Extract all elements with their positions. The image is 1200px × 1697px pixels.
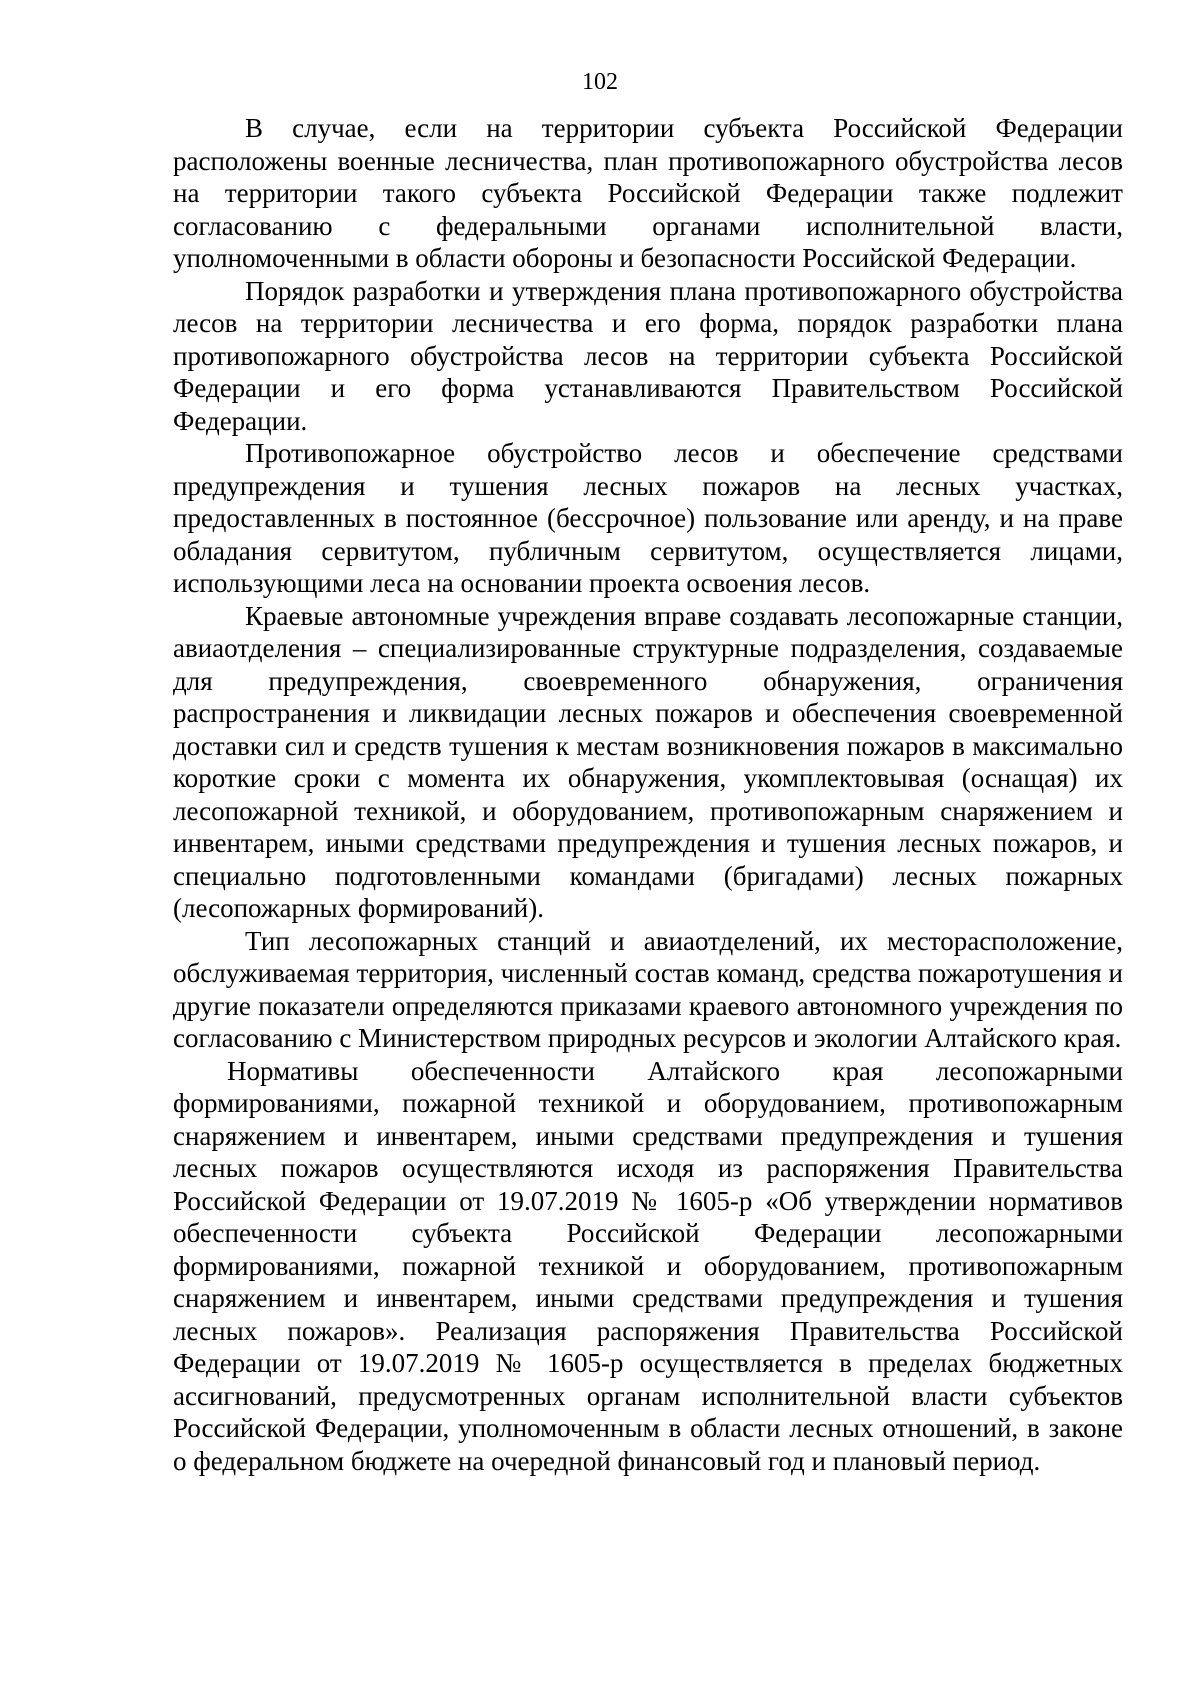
paragraph-fire-arrangement: Противопожарное обустройство лесов и обеспечение средствами предупреждения и тушения лесных пожаров на лесных участках, предоставленных в постоянное (бессрочное) пользование или аренду, и на праве обладания сервитутом, публичным сервитутом, осуществляется лицами, использующими леса на основании проекта освоения лесов. xyxy=(173,438,1123,598)
page-number: 102 xyxy=(582,69,618,95)
document-body xyxy=(173,112,1123,1477)
paragraph-plan-procedure: Порядок разработки и утверждения плана противопожарного обустройства лесов на территории лесничества и его форма, порядок разработки плана противопожарного обустройства лесов на территории субъекта Российской Федерации и его форма устанавливаются Правительством Российской Федерации. xyxy=(173,275,1123,436)
paragraph-autonomous-institutions: Краевые автономные учреждения вправе создавать лесопожарные станции, авиаотделения – специализированные структурные подразделения, создаваемые для предупреждения, своевременного обнаружения, ограничения распространения и ликвидации лесных пожаров и обеспечения своевременной доставки сил и средств тушения к местам возникновения пожаров в максимально короткие сроки с момента их обнаружения, укомплектовывая (оснащая) их лесопожарной техникой, и оборудованием, противопожарным снаряжением и инвентарем, иными средствами предупреждения и тушения лесных пожаров, и специально подготовленными командами (бригадами) лесных пожарных (лесопожарных формирований). xyxy=(173,600,1123,923)
paragraph-military-forestries: В случае, если на территории субъекта Российской Федерации расположены военные лесничества, план противопожарного обустройства лесов на территории такого субъекта Российской Федерации также подлежит согласованию с федеральными органами исполнительной власти, уполномоченными в области обороны и безопасности Российской Федерации. xyxy=(173,113,1123,273)
paragraph-station-types: Тип лесопожарных станций и авиаотделений, их месторасположение, обслуживаемая территория, численный состав команд, средства пожаротушения и другие показатели определяются приказами краевого автономного учреждения по согласованию с Министерством природных ресурсов и экологии Алтайского края. xyxy=(173,925,1123,1053)
paragraph-provision-norms: Нормативы обеспеченности Алтайского края лесопожарными формированиями, пожарной техникой и оборудованием, противопожарным снаряжением и инвентарем, иными средствами предупреждения и тушения лесных пожаров осуществляются исходя из распоряжения Правительства Российской Федерации от 19.07.2019 № 1605-р «Об утверждении нормативов обеспеченности субъекта Российской Федерации лесопожарными формированиями, пожарной техникой и оборудованием, противопожарным снаряжением и инвентарем, иными средствами предупреждения и тушения лесных пожаров». Реализация распоряжения Правительства Российской Федерации от 19.07.2019 № 1605-р осуществляется в пределах бюджетных ассигнований, предусмотренных органам исполнительной власти субъектов Российской Федерации, уполномоченным в области лесных отношений, в законе о федеральном бюджете на очередной финансовый год и плановый период. xyxy=(173,1055,1123,1476)
